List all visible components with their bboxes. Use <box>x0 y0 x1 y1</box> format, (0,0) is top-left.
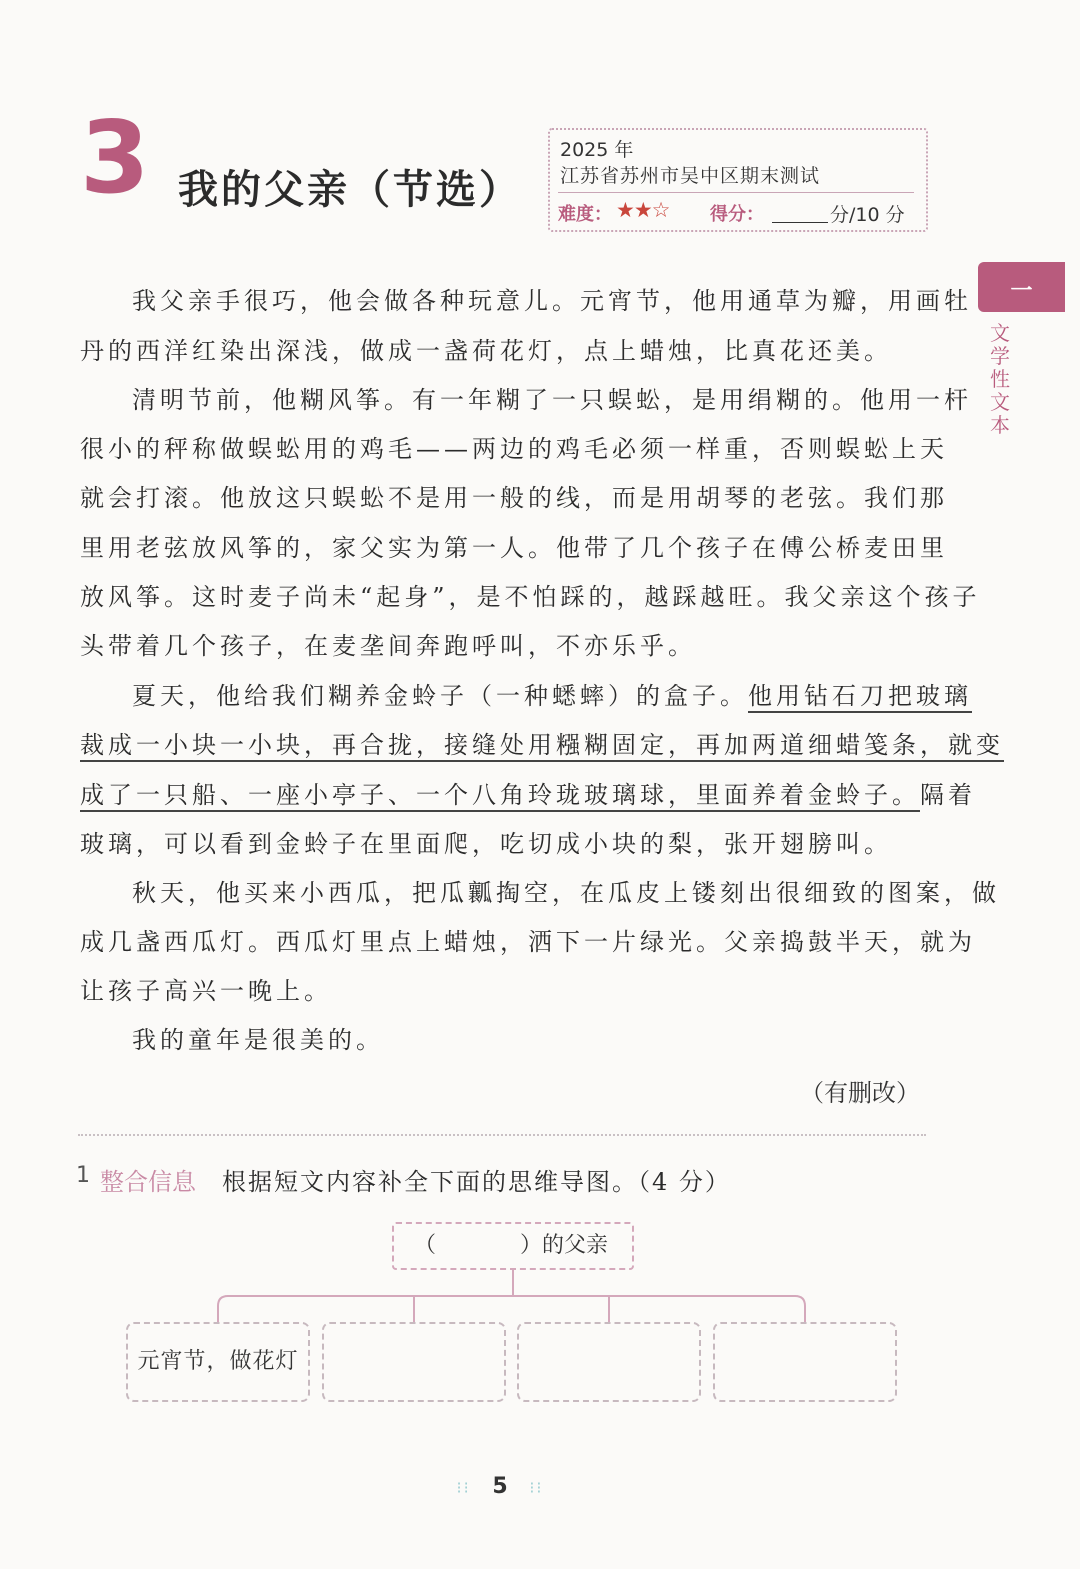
passage-line: 我父亲手很巧，他会做各种玩意儿。元宵节，他用通草为瓣，用画牡 <box>132 287 972 315</box>
passage-line: 成几盏西瓜灯。西瓜灯里点上蜡烛，洒下一片绿光。父亲捣鼓半天，就为 <box>80 928 976 956</box>
mind-map-root <box>392 1222 634 1270</box>
mind-map-node: 元宵节，做花灯 <box>126 1322 310 1402</box>
underlined-sentence: 他用钻石刀把玻璃 <box>748 682 972 713</box>
section-tab <box>978 262 1065 312</box>
page-number: 5 <box>492 1474 508 1499</box>
passage-line <box>80 728 1004 762</box>
passage-line: 秋天，他买来小西瓜，把瓜瓤掏空，在瓜皮上镂刻出很细致的图案，做 <box>132 879 1000 907</box>
passage-line <box>132 679 972 713</box>
difficulty-stars <box>616 198 669 222</box>
passage-line: 让孩子高兴一晚上。 <box>80 977 332 1005</box>
page-deco-right: ⁝⁝ <box>529 1478 544 1497</box>
underlined-sentence: 成了一只船、一座小亭子、一个八角玲珑玻璃球，里面养着金蛉子。 <box>80 781 920 812</box>
passage-line: 清明节前，他糊风筝。有一年糊了一只蜈蚣，是用绢糊的。他用一杆 <box>132 386 972 414</box>
passage-line <box>80 778 976 812</box>
root-open-paren: （ <box>414 1233 437 1258</box>
passage-line: 里用老弦放风筝的，家父实为第一人。他带了几个孩子在傅公桥麦田里 <box>80 534 948 562</box>
score-total: 分/10 分 <box>830 204 905 226</box>
question-text: 根据短文内容补全下面的思维导图。（4 分） <box>222 1168 731 1196</box>
question-number: 1 <box>76 1163 90 1188</box>
passage-line: 丹的西洋红染出深浅，做成一盏荷花灯，点上蜡烛，比真花还美。 <box>80 337 892 365</box>
question-tag: 整合信息 <box>100 1168 196 1196</box>
star-empty-icon: ☆ <box>651 198 670 222</box>
section-divider <box>78 1134 926 1136</box>
score-label: 得分： <box>710 204 764 225</box>
page-number-row <box>0 1474 1000 1499</box>
mind-map-node-blank[interactable] <box>322 1322 506 1402</box>
section-label: 文学性文本 <box>990 321 1010 437</box>
passage-line: 头带着几个孩子，在麦垄间奔跑呼叫，不亦乐乎。 <box>80 632 696 660</box>
passage-line: 我的童年是很美的。 <box>132 1026 384 1054</box>
section-tab-number: 一 <box>1010 279 1033 304</box>
passage-line: 放风筝。这时麦子尚未“起身”，是不怕踩的，越踩越旺。我父亲这个孩子 <box>80 583 981 611</box>
score-blank[interactable] <box>772 222 828 223</box>
exam-year: 2025 年 <box>560 139 634 161</box>
underlined-sentence: 裁成一小块一小块，再合拢，接缝处用糨糊固定，再加两道细蜡笺条，就变 <box>80 731 1004 762</box>
difficulty-label: 难度： <box>558 204 612 225</box>
passage-line: 很小的秤称做蜈蚣用的鸡毛——两边的鸡毛必须一样重，否则蜈蚣上天 <box>80 435 948 463</box>
root-close-text: ）的父亲 <box>520 1233 609 1258</box>
passage-line: 就会打滚。他放这只蜈蚣不是用一般的线，而是用胡琴的老弦。我们那 <box>80 484 948 512</box>
source-note: （有删改） <box>800 1079 920 1107</box>
star-filled-icon: ★ <box>616 198 634 222</box>
exam-info-box <box>548 128 928 232</box>
passage-text: 隔着 <box>920 781 976 809</box>
branch-line <box>218 1296 805 1322</box>
chapter-title: 我的父亲（节选） <box>178 167 522 213</box>
chapter-number: 3 <box>80 99 150 216</box>
mind-map-node-blank[interactable] <box>713 1322 897 1402</box>
star-filled-icon: ★ <box>633 198 652 222</box>
passage-line: 玻璃，可以看到金蛉子在里面爬，吃切成小块的梨，张开翅膀叫。 <box>80 830 892 858</box>
exam-name: 江苏省苏州市吴中区期末测试 <box>560 165 821 187</box>
mind-map-node-blank[interactable] <box>517 1322 701 1402</box>
info-divider <box>558 192 914 193</box>
passage-text: 夏天，他给我们糊养金蛉子（一种蟋蟀）的盒子。 <box>132 682 748 710</box>
page-deco-left: ⁝⁝ <box>456 1478 471 1497</box>
